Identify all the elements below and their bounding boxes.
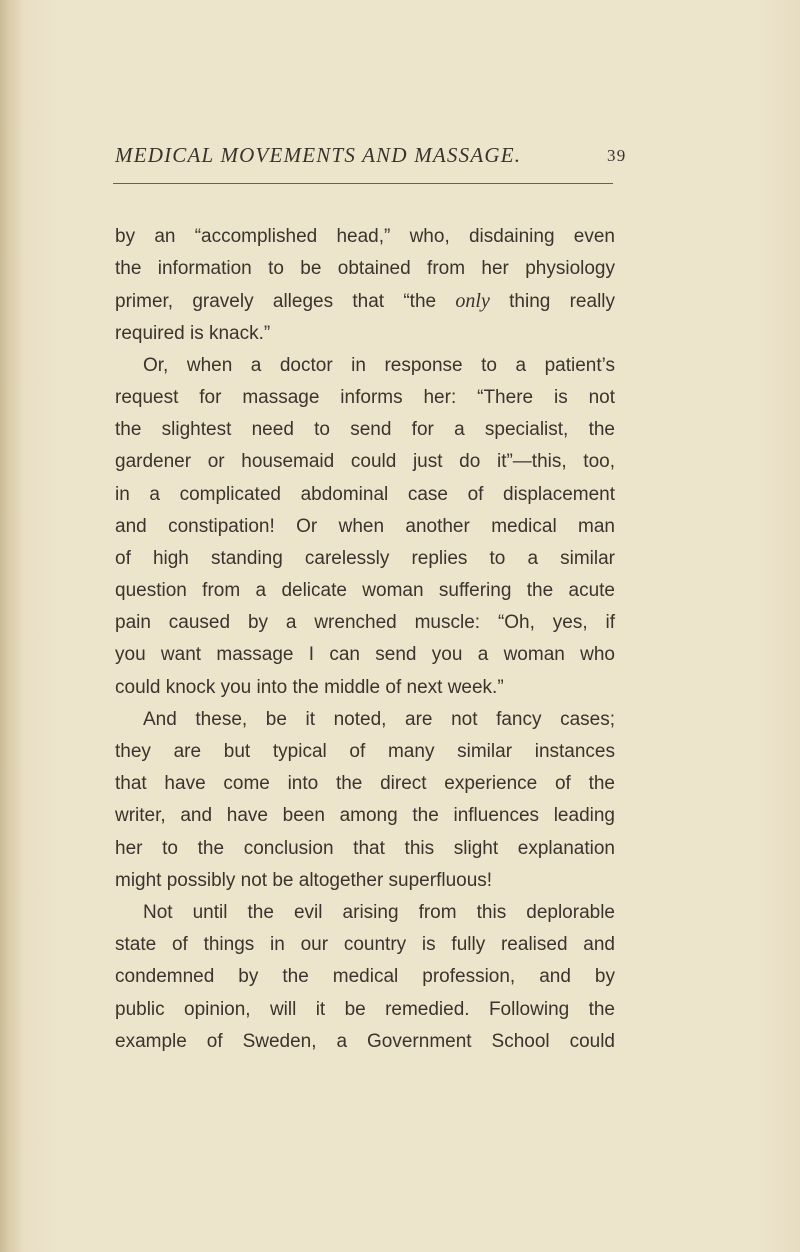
- text-line: question from a delicate woman suffering the acute: [115, 580, 615, 602]
- page-number: 39: [607, 146, 627, 165]
- text-line: by an “accomplished head,” who, disdaining even: [115, 226, 615, 247]
- text-line: they are but typical of many similar instances: [115, 741, 615, 762]
- text-line: and constipation! Or when another medical man: [115, 515, 615, 537]
- text-line: condemned by the medical profession, and by: [115, 966, 615, 988]
- body-text: [115, 221, 615, 1058]
- text-line: writer, and have been among the influences leading: [115, 805, 615, 827]
- text-line: of high standing carelessly replies to a similar: [115, 547, 615, 569]
- text-line: Not until the evil arising from this deplorable: [143, 901, 615, 923]
- header-rule: [113, 183, 613, 184]
- text-line: the information to be obtained from her physiology: [115, 258, 615, 280]
- text-line: gardener or housemaid could just do it”—this, too,: [115, 451, 615, 473]
- text-segment: thing really: [509, 291, 616, 313]
- text-line: example of Sweden, a Government School could: [115, 1030, 615, 1052]
- italic-emphasis: only: [455, 290, 490, 313]
- text-line: you want massage I can send you a woman who: [115, 644, 615, 666]
- text-line: And these, be it noted, are not fancy cases;: [143, 708, 615, 730]
- text-line: her to the conclusion that this slight explanation: [115, 837, 615, 859]
- text-line: state of things in our country is fully realised and: [115, 934, 615, 956]
- text-line: pain caused by a wrenched muscle: “Oh, yes, if: [115, 612, 615, 634]
- text-line: the slightest need to send for a specialist, the: [115, 419, 615, 441]
- text-line: in a complicated abdominal case of displacement: [115, 483, 615, 505]
- running-title: MEDICAL MOVEMENTS AND MASSAGE.: [115, 143, 522, 167]
- text-line: request for massage informs her: “There is not: [115, 386, 615, 408]
- text-line: Or, when a doctor in response to a patient’s: [143, 354, 615, 376]
- text-line: that have come into the direct experience of the: [115, 773, 615, 795]
- text-line: might possibly not be altogether superfluous!: [115, 869, 493, 891]
- text-line: public opinion, will it be remedied. Following the: [115, 998, 615, 1020]
- text-line: required is knack.”: [115, 322, 271, 344]
- page-spine-shadow: [0, 0, 24, 1252]
- text-line: [115, 285, 615, 317]
- running-head: [115, 143, 627, 173]
- text-line: could knock you into the middle of next week.”: [115, 676, 504, 698]
- text-segment: primer, gravely alleges that “the: [115, 291, 437, 313]
